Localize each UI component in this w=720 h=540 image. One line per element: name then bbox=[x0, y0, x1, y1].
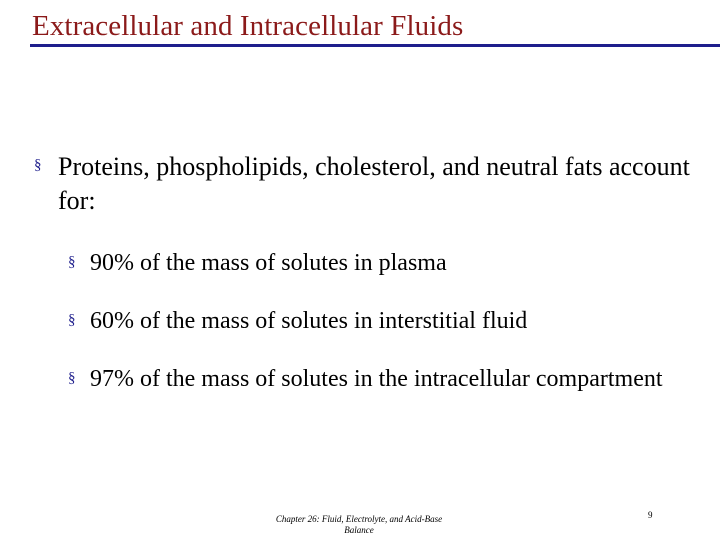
slide-title: Extracellular and Intracellular Fluids bbox=[32, 10, 464, 42]
sub-bullet-interstitial: 60% of the mass of solutes in interstitial fluid bbox=[90, 308, 528, 334]
main-bullet-text: Proteins, phospholipids, cholesterol, and neutral fats account for: bbox=[58, 152, 690, 215]
footer-chapter: Chapter 26: Fluid, Electrolyte, and Acid-Base Balance bbox=[275, 514, 443, 535]
sub-bullet-plasma: 90% of the mass of solutes in plasma bbox=[90, 250, 447, 276]
bullet-marker-icon: § bbox=[68, 254, 76, 270]
sub-bullet-intracellular: 97% of the mass of solutes in the intracellular compartment bbox=[90, 366, 663, 392]
page-number: 9 bbox=[648, 510, 653, 520]
bullet-marker-icon: § bbox=[68, 312, 76, 328]
title-underline bbox=[30, 44, 720, 47]
bullet-marker-icon: § bbox=[68, 370, 76, 386]
bullet-marker-icon: § bbox=[34, 157, 42, 173]
